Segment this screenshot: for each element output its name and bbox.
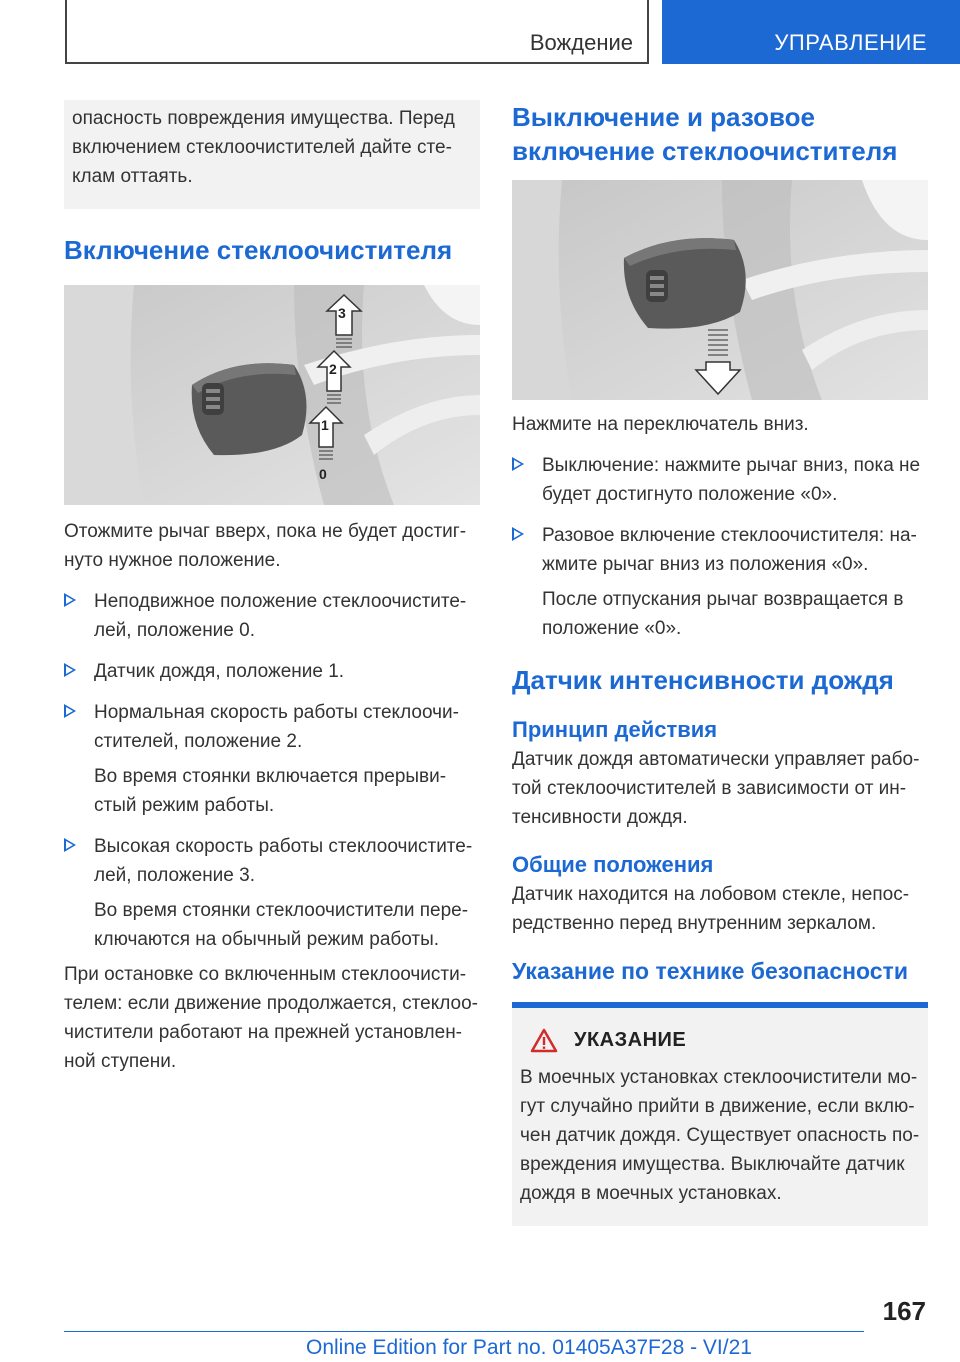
bullet-triangle-icon xyxy=(64,838,76,852)
warning-text: В моечных установках стеклоочистители мо- гут случайно прийти в движение, если вклю- чен датчик дождя. Существует опасность по- вреждения имущества. Выключайте датчик дождя в моечных установках. xyxy=(520,1067,920,1204)
heading-safety: Указание по технике безопасности xyxy=(512,958,908,984)
page-number: 167 xyxy=(882,1296,926,1326)
header-section-label: Вождение xyxy=(529,30,633,55)
list-item: Неподвижное положение стеклоочистите- лей, положение 0. xyxy=(64,587,480,645)
wiper-on-intro: Отожмите рычаг вверх, пока не будет достиг- нуто нужное положение. xyxy=(64,521,467,571)
warning-triangle-icon xyxy=(530,1028,558,1053)
header-section-tab xyxy=(65,0,649,64)
warning-title: УКАЗАНИЕ xyxy=(574,1029,687,1051)
wiper-off-intro: Нажмите на переключатель вниз. xyxy=(512,414,809,435)
list-item: Разовое включение стеклоочистителя: на- жмите рычаг вниз из положения «0». xyxy=(512,521,928,579)
list-item: Высокая скорость работы стеклоочистите- лей, положение 3. xyxy=(64,832,480,890)
figure-wiper-lever-up xyxy=(64,285,480,505)
warning-box xyxy=(512,1008,928,1226)
left-column xyxy=(64,100,480,1076)
footer-rule xyxy=(64,1331,864,1332)
bullet-triangle-icon xyxy=(512,527,524,541)
list-item: Выключение: нажмите рычаг вниз, пока не будет достигнуто положение «0». xyxy=(512,451,928,509)
list-item: Датчик дождя, положение 1. xyxy=(64,657,480,686)
heading-rain-sensor: Датчик интенсивности дождя xyxy=(512,665,894,695)
warning-header xyxy=(530,1028,920,1053)
general-text: Датчик находится на лобовом стекле, непос- редственно перед внутренним зеркалом. xyxy=(512,884,910,934)
heading-wiper-on: Включение стеклоочистителя xyxy=(64,235,453,265)
figure-label-2: 2 xyxy=(329,361,337,377)
figure-wiper-lever-down xyxy=(512,180,928,400)
principle-text: Датчик дождя автоматически управляет рабо- той стеклоочистителей в зависимости от ин- тенсивности дождя. xyxy=(512,749,920,828)
right-column xyxy=(512,100,928,1226)
bullet-triangle-icon xyxy=(64,593,76,607)
wiper-stop-note: При остановке со включенным стеклоочисти- телем: если движение продолжается, стеклоо- чистители работают на прежней установлен- ной ступени. xyxy=(64,964,478,1072)
header-chapter-label: УПРАВЛЕНИЕ xyxy=(774,30,927,55)
figure-label-0: 0 xyxy=(319,466,327,482)
list-item-note: После отпускания рычаг возвращается в положение «0». xyxy=(542,589,904,639)
list-item-note: Во время стоянки включается прерыви- стый режим работы. xyxy=(94,766,447,816)
list-item-note: Во время стоянки стеклоочистители пере- ключаются на обычный режим работы. xyxy=(94,900,469,950)
bullet-triangle-icon xyxy=(64,663,76,677)
figure-label-1: 1 xyxy=(321,417,329,433)
bullet-triangle-icon xyxy=(512,457,524,471)
bullet-triangle-icon xyxy=(64,704,76,718)
footer-edition: Online Edition for Part no. 01405A37F28 - VI/21 xyxy=(306,1336,752,1359)
heading-general: Общие положения xyxy=(512,852,714,877)
figure-label-3: 3 xyxy=(338,305,346,321)
heading-wiper-off: Выключение и разовое включение стеклоочистителя xyxy=(512,102,898,166)
list-item: Нормальная скорость работы стеклоочи- стителей, положение 2. xyxy=(64,698,480,756)
heading-principle: Принцип действия xyxy=(512,717,718,742)
note-continuation: опасность повреждения имущества. Перед включением стеклоочистителей дайте сте- клам оттаять. xyxy=(64,100,480,209)
header-chapter-tab xyxy=(662,0,960,64)
